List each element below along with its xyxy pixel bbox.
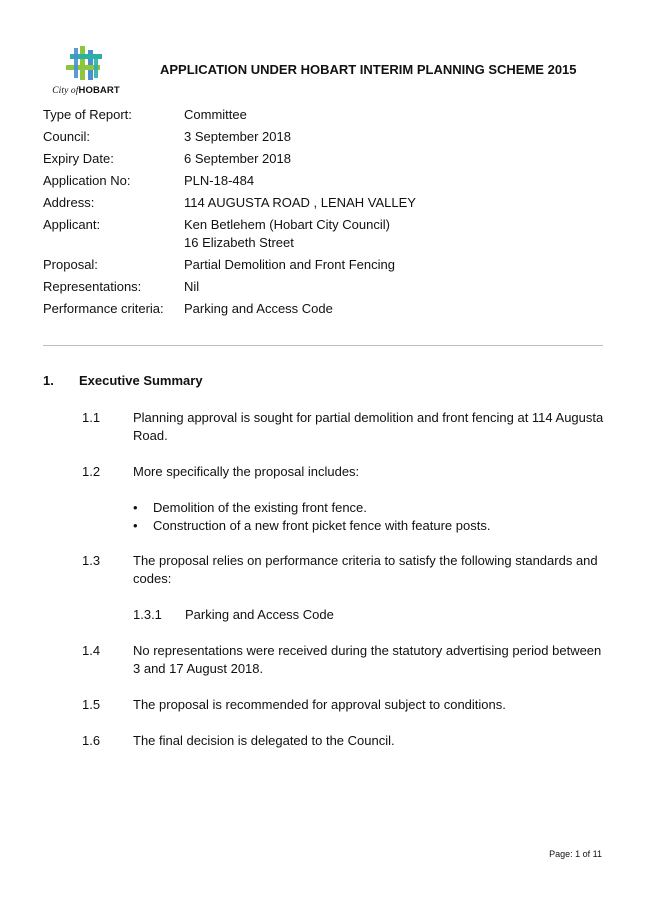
logo-city-of: City of <box>52 86 79 96</box>
summary-item <box>82 463 604 481</box>
item-number: 1.5 <box>82 697 101 712</box>
item-text: The proposal is recommended for approval subject to conditions. <box>133 697 506 712</box>
list-item <box>133 517 490 535</box>
detail-value <box>184 128 603 146</box>
section-number: 1. <box>43 373 54 388</box>
summary-item <box>82 696 604 714</box>
sub-item <box>133 606 334 624</box>
detail-value-line: Parking and Access Code <box>184 301 333 316</box>
detail-value <box>184 300 603 318</box>
detail-value <box>184 172 603 190</box>
detail-value-line: Ken Betlehem (Hobart City Council) <box>184 217 390 232</box>
bullet-icon: • <box>133 518 138 533</box>
summary-item <box>82 409 604 445</box>
detail-label: Expiry Date: <box>43 151 114 166</box>
detail-value-line: 6 September 2018 <box>184 151 291 166</box>
section-title: Executive Summary <box>79 373 203 388</box>
detail-value-line: 114 AUGUSTA ROAD , LENAH VALLEY <box>184 195 416 210</box>
detail-value <box>184 194 603 212</box>
detail-value <box>184 256 603 274</box>
detail-value <box>184 106 603 124</box>
horizontal-divider <box>43 345 603 346</box>
detail-row <box>43 256 603 274</box>
item-number: 1.1 <box>82 410 101 425</box>
application-details <box>43 106 603 322</box>
detail-row <box>43 172 603 190</box>
item-number: 1.3 <box>82 553 101 568</box>
detail-label: Representations: <box>43 279 142 294</box>
detail-label: Council: <box>43 129 90 144</box>
item-text: Planning approval is sought for partial demolition and front fencing at 114 Augusta Road. <box>133 410 604 443</box>
summary-item <box>82 732 604 750</box>
detail-label: Proposal: <box>43 257 98 272</box>
detail-row <box>43 128 603 146</box>
detail-value <box>184 150 603 168</box>
detail-row <box>43 300 603 318</box>
summary-item <box>82 642 604 678</box>
bullet-icon: • <box>133 500 138 515</box>
detail-label: Address: <box>43 195 95 210</box>
detail-row <box>43 216 603 252</box>
item-text: The proposal relies on performance criteria to satisfy the following standards and codes: <box>133 553 598 586</box>
list-item <box>133 499 490 517</box>
detail-row <box>43 150 603 168</box>
detail-row <box>43 106 603 124</box>
page-number: Page: 1 of 11 <box>549 849 602 859</box>
document-title: APPLICATION UNDER HOBART INTERIM PLANNING SCHEME 2015 <box>160 62 577 77</box>
detail-label: Performance criteria: <box>43 301 164 316</box>
list-item-text: Construction of a new front picket fence with feature posts. <box>153 518 491 533</box>
sub-item-text: Parking and Access Code <box>185 607 334 622</box>
section-heading <box>43 373 203 388</box>
detail-label: Applicant: <box>43 217 101 232</box>
list-item-text: Demolition of the existing front fence. <box>153 500 367 515</box>
item-number: 1.4 <box>82 643 101 658</box>
detail-value-line: 16 Elizabeth Street <box>184 235 294 250</box>
summary-item <box>82 552 604 588</box>
detail-label: Application No: <box>43 173 131 188</box>
item-text: More specifically the proposal includes: <box>133 464 360 479</box>
detail-row <box>43 278 603 296</box>
detail-value-line: 3 September 2018 <box>184 129 291 144</box>
sub-item-number: 1.3.1 <box>133 607 162 622</box>
hobart-logo-mark-icon <box>64 44 104 82</box>
item-number: 1.2 <box>82 464 101 479</box>
detail-value-line: Partial Demolition and Front Fencing <box>184 257 395 272</box>
detail-value-line: PLN-18-484 <box>184 173 255 188</box>
item-text: No representations were received during the statutory advertising period between 3 and 17 August 2018. <box>133 643 602 676</box>
item-number: 1.6 <box>82 733 101 748</box>
logo-wordmark <box>48 85 124 96</box>
city-of-hobart-logo <box>48 44 124 102</box>
detail-value <box>184 278 603 296</box>
detail-value-line: Nil <box>184 279 200 294</box>
item-text: The final decision is delegated to the Council. <box>133 733 395 748</box>
detail-value <box>184 216 603 252</box>
detail-row <box>43 194 603 212</box>
logo-hobart: HOBART <box>78 85 120 96</box>
detail-value-line: Committee <box>184 107 247 122</box>
proposal-bullet-list <box>133 499 490 535</box>
detail-label: Type of Report: <box>43 107 132 122</box>
